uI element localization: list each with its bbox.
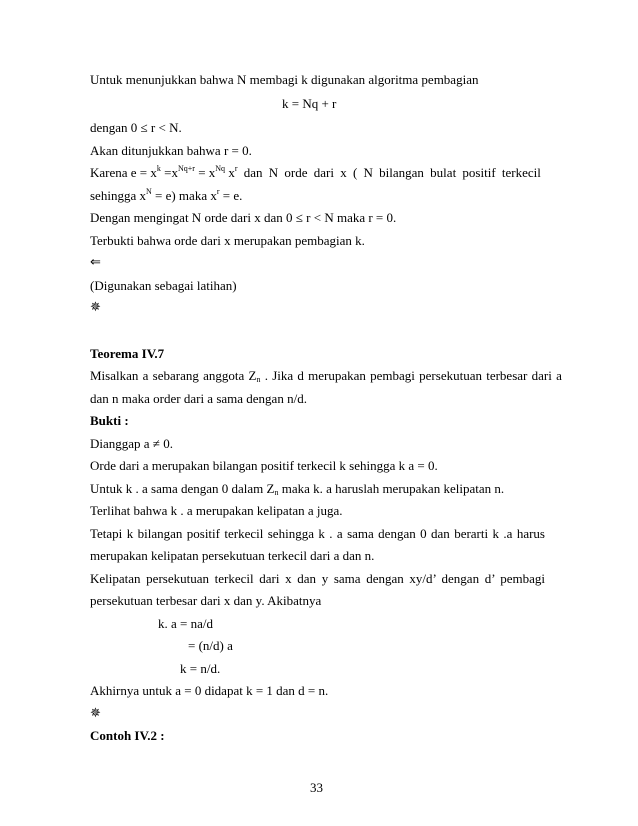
equation: k. a = na/d	[158, 616, 213, 631]
text-line: Untuk k . a sama dengan 0 dalam $Z_n$ maka k. a haruslah merupakan kelipatan n.	[90, 481, 505, 497]
text-line: Akhirnya untuk a = 0 didapat k = 1 dan d = n.	[90, 683, 329, 698]
text-line: (Digunakan sebagai latihan)	[90, 278, 237, 293]
page-number: 33	[310, 780, 323, 795]
text-line: merupakan kelipatan persekutuan terkecil dari a dan n.	[90, 548, 375, 563]
example-title: Contoh IV.2 :	[90, 728, 165, 743]
text-line: Dianggap a ≠ 0.	[90, 436, 173, 451]
text-line: Akan ditunjukkan bahwa r = 0.	[90, 143, 252, 158]
left-arrow-icon: ⇐	[90, 255, 101, 270]
text-line: dan n maka order dari a sama dengan n/d.	[90, 391, 307, 406]
theorem-title: Teorema IV.7	[90, 346, 165, 361]
text-line: sehingga $x^N = e$) maka $x^r = e$.	[90, 187, 243, 203]
text-line: Terlihat bahwa k . a merupakan kelipatan a juga.	[90, 503, 343, 518]
text-line: Dengan mengingat N orde dari x dan 0 ≤ r < N maka r = 0.	[90, 210, 397, 225]
end-proof-icon: ✵	[90, 300, 101, 315]
end-proof-icon: ✵	[90, 706, 101, 721]
text-line: dengan 0 ≤ r < N.	[90, 120, 182, 135]
text-line: Terbukti bahwa orde dari x merupakan pembagian k.	[90, 233, 365, 248]
text-line: Misalkan a sebarang anggota $Z_n$ . Jika d merupakan pembagi persekutuan terbesar dari a	[90, 368, 562, 384]
text-line: Orde dari a merupakan bilangan positif terkecil k sehingga k a = 0.	[90, 458, 438, 473]
text-line: Untuk menunjukkan bahwa N membagi k digunakan algoritma pembagian	[90, 72, 479, 87]
equation: k = Nq + r	[282, 96, 337, 111]
proof-heading: Bukti :	[90, 413, 129, 428]
text-line: Karena $e = x^k =x^{Nq+r} = x^{Nq}$ $x^r$ dan N orde dari x ( N bilangan bulat positif terkecil	[90, 164, 541, 180]
equation: = (n/d) a	[188, 638, 233, 653]
text-line: Tetapi k bilangan positif terkecil sehingga k . a sama dengan 0 dan berarti k .a harus	[90, 526, 545, 541]
text-line: persekutuan terbesar dari x dan y. Akibatnya	[90, 593, 322, 608]
text-line: Kelipatan persekutuan terkecil dari x dan y sama dengan xy/d’ dengan d’ pembagi	[90, 571, 545, 586]
equation: k = n/d.	[180, 661, 221, 676]
